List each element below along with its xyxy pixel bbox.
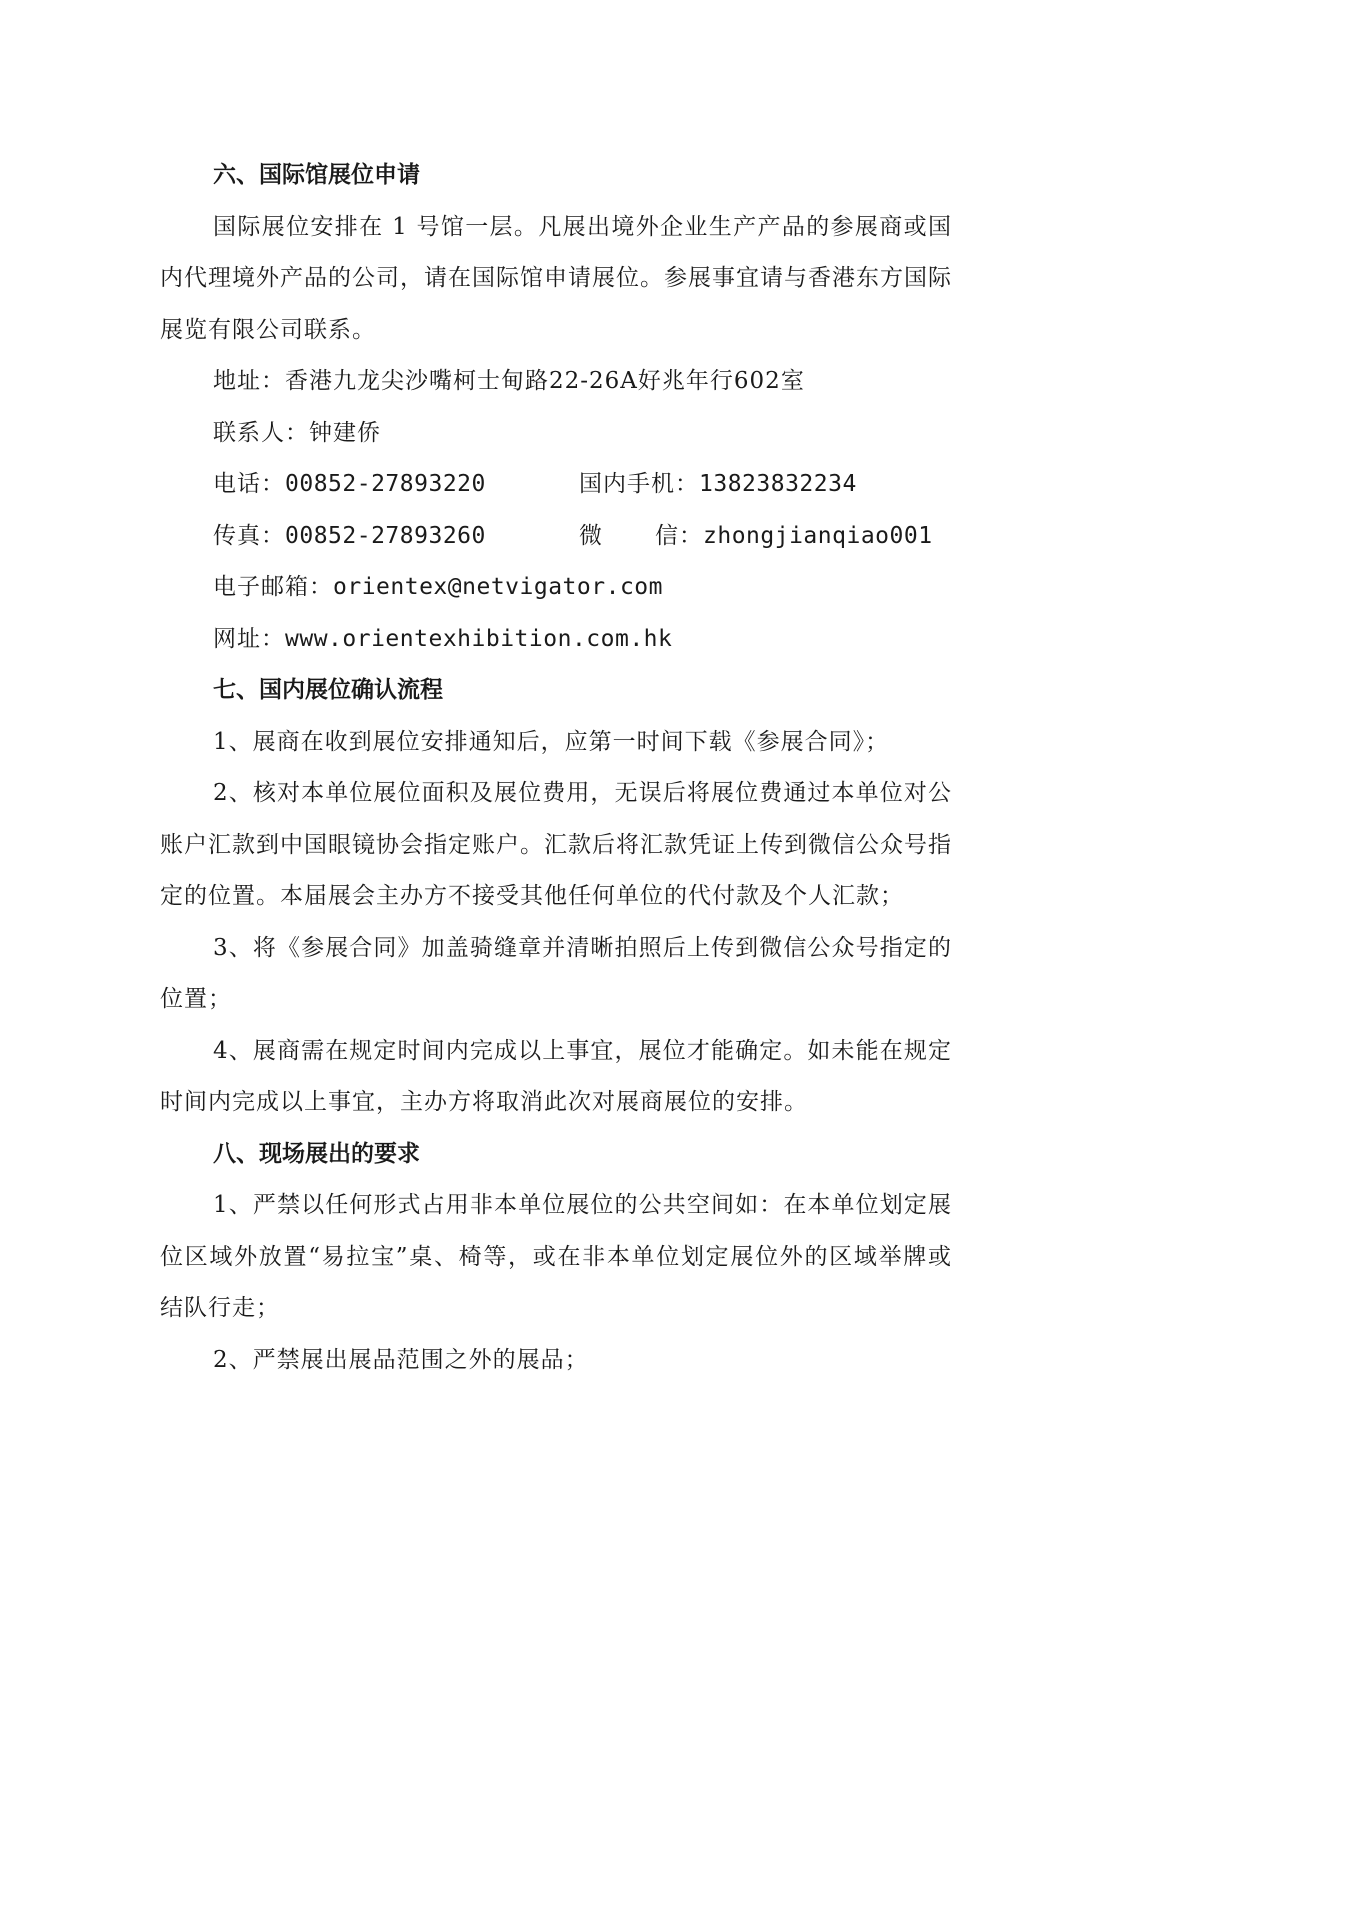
wechat-value: zhongjianqiao001 (703, 522, 933, 549)
wechat-label-second: 信： (655, 522, 703, 549)
mobile-label: 国内手机： (579, 471, 699, 497)
contact-label: 联系人： (213, 419, 309, 446)
website-value: www.orientexhibition.com.hk (285, 625, 673, 652)
address-line (160, 356, 952, 408)
section-seven-item-4: 4、展商需在规定时间内完成以上事宜，展位才能确定。如未能在规定时间内完成以上事宜，主办方将取消此次对展商展位的安排。 (160, 1037, 952, 1115)
contact-value: 钟建侨 (309, 419, 381, 446)
mobile-cell (579, 459, 857, 511)
website-label: 网址： (213, 625, 285, 652)
email-line (160, 562, 952, 614)
phone-mobile-row (160, 459, 952, 511)
fax-label: 传真： (213, 522, 285, 549)
fax-cell (213, 511, 579, 563)
address-value: 香港九龙尖沙嘴柯士甸路22-26A好兆年行602室 (285, 368, 805, 394)
mobile-value: 13823832234 (699, 471, 857, 497)
wechat-cell (579, 511, 933, 563)
section-six-heading: 六、国际馆展位申请 (213, 162, 420, 188)
address-label: 地址： (213, 368, 285, 394)
phone-label: 电话： (213, 471, 285, 497)
section-seven-item-2: 2、核对本单位展位面积及展位费用，无误后将展位费通过本单位对公账户汇款到中国眼镜协会指定账户。汇款后将汇款凭证上传到微信公众号指定的位置。本届展会主办方不接受其他任何单位的代付款及个人汇款； (160, 780, 952, 909)
fax-wechat-row (160, 511, 952, 563)
section-six-intro: 国际展位安排在 1 号馆一层。凡展出境外企业生产产品的参展商或国内代理境外产品的公司，请在国际馆申请展位。参展事宜请与香港东方国际展览有限公司联系。 (160, 213, 952, 343)
website-line (160, 614, 952, 666)
section-seven-heading: 七、国内展位确认流程 (213, 677, 443, 703)
section-seven-item-3: 3、将《参展合同》加盖骑缝章并清晰拍照后上传到微信公众号指定的位置； (160, 934, 952, 1012)
section-eight-item-2: 2、严禁展出展品范围之外的展品； (213, 1346, 589, 1373)
fax-value: 00852-27893260 (285, 522, 486, 549)
email-label: 电子邮箱： (213, 574, 333, 600)
section-eight-heading: 八、现场展出的要求 (213, 1140, 420, 1167)
phone-value: 00852-27893220 (285, 471, 486, 497)
section-eight-item-1: 1、严禁以任何形式占用非本单位展位的公共空间如：在本单位划定展位区域外放置“易拉宝”桌、椅等，或在非本单位划定展位外的区域举牌或结队行走； (160, 1192, 952, 1321)
email-value: orientex@netvigator.com (333, 574, 663, 600)
contact-line (160, 408, 952, 460)
wechat-label-first: 微 (579, 522, 603, 549)
section-seven-item-1: 1、展商在收到展位安排通知后，应第一时间下载《参展合同》； (213, 728, 890, 755)
phone-cell (213, 459, 579, 511)
document-body (160, 150, 952, 1386)
